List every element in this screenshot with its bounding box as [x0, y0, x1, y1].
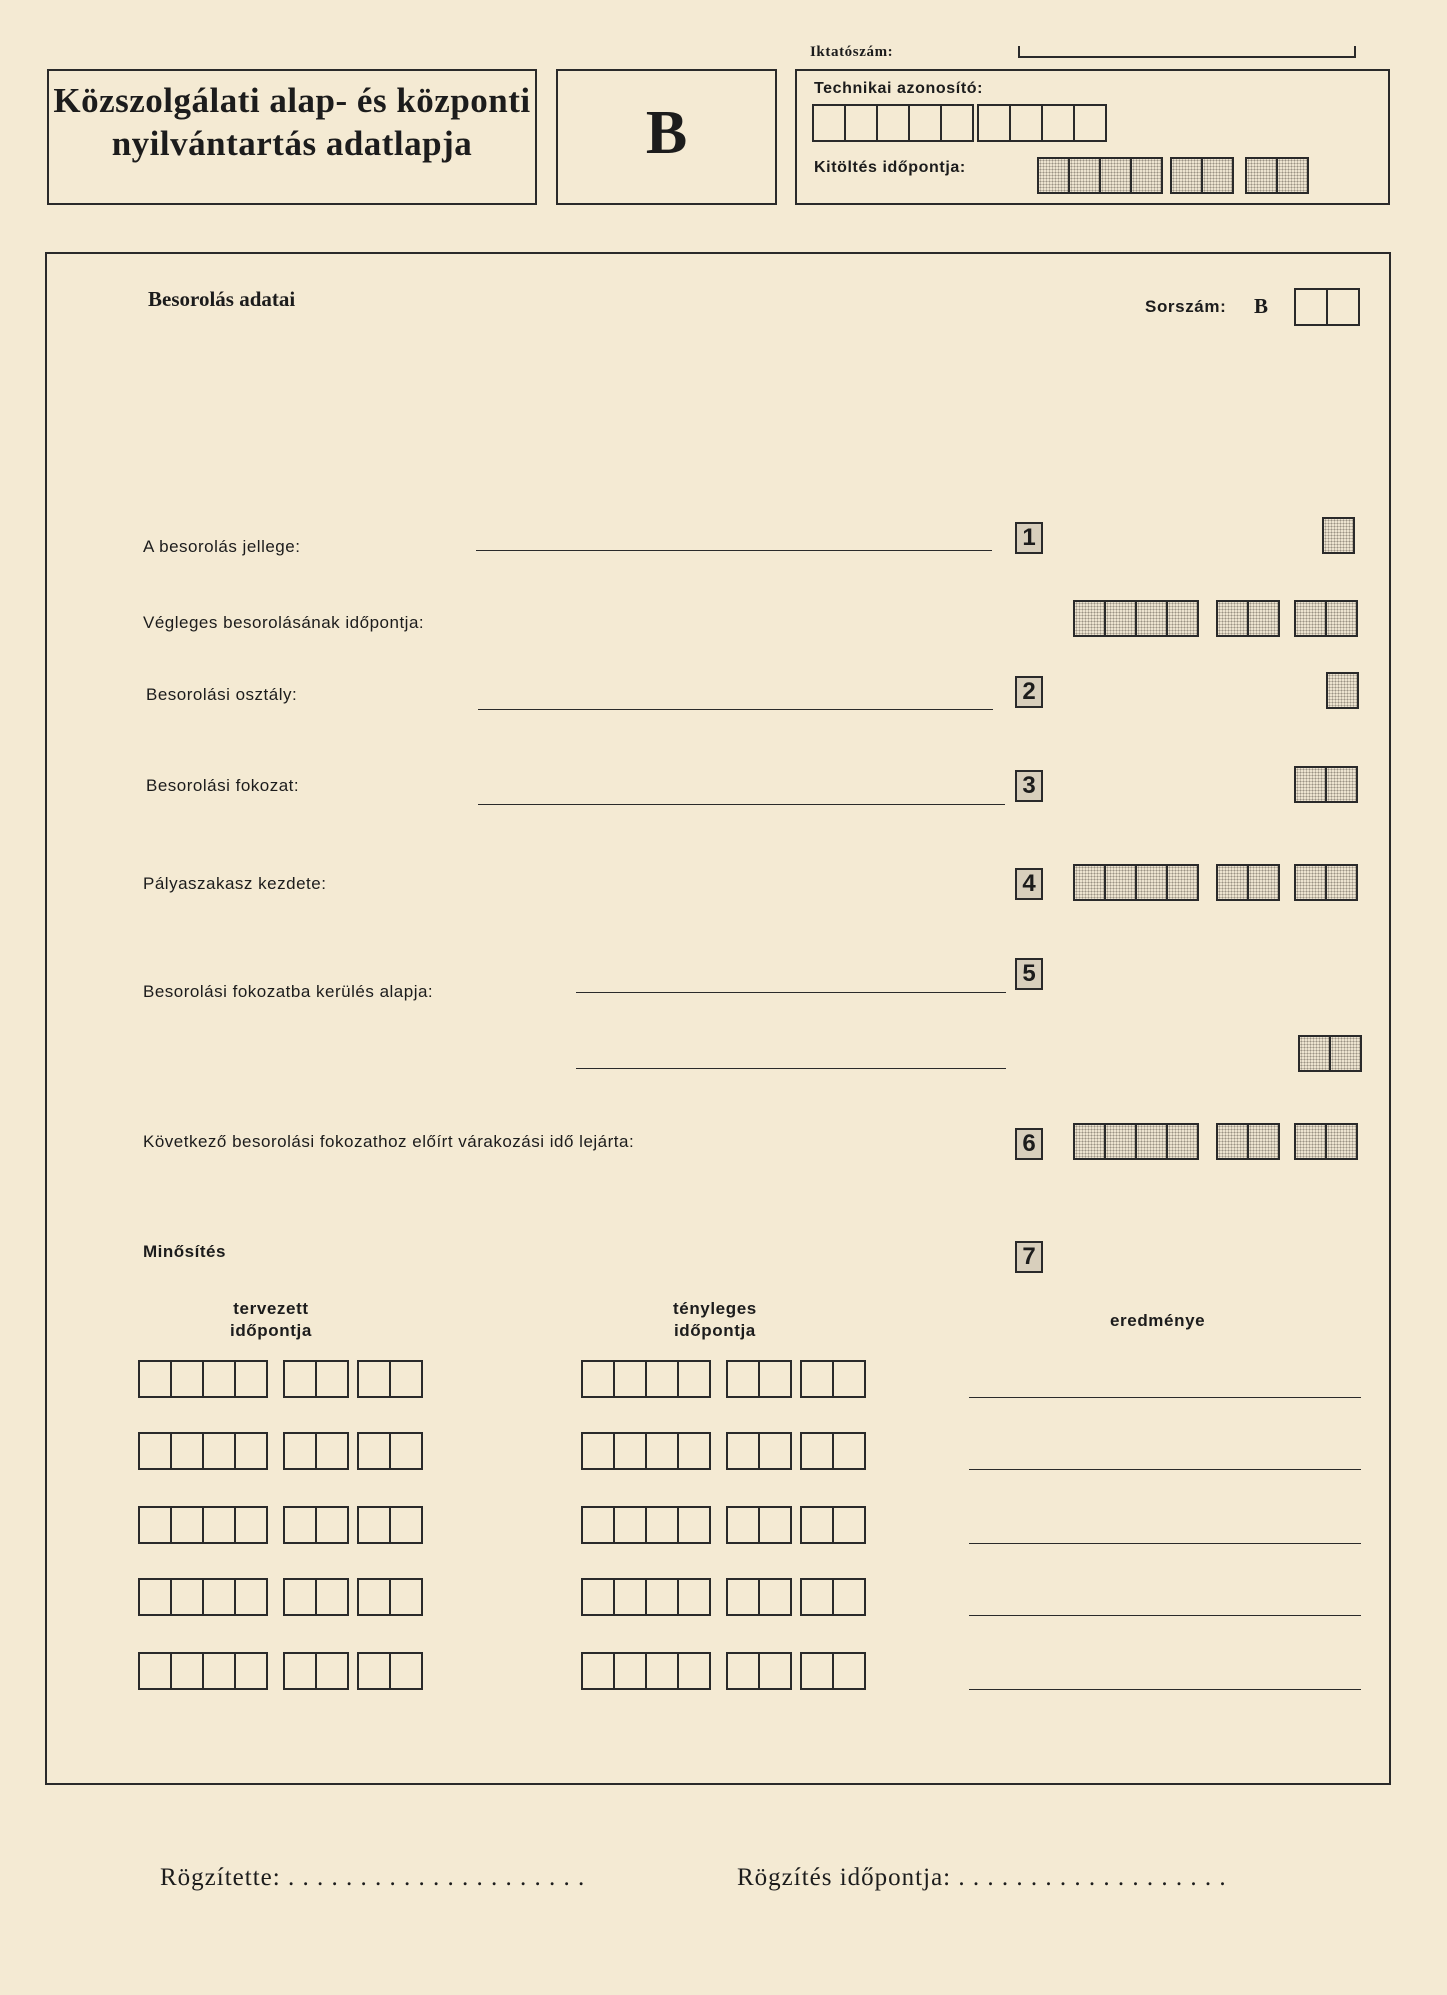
field-fokozat-label: Besorolási fokozat: [146, 776, 300, 795]
tenyleges-year-1[interactable] [581, 1360, 711, 1398]
col-tervezett-header: tervezett időpontja [230, 1299, 312, 1340]
tervezett-year-5[interactable] [138, 1652, 268, 1690]
tenyleges-month-2[interactable] [726, 1432, 792, 1470]
tenyleges-month-3[interactable] [726, 1506, 792, 1544]
tenyleges-year-4[interactable] [581, 1578, 711, 1616]
tenyleges-day-2[interactable] [800, 1432, 866, 1470]
tenyleges-day-3[interactable] [800, 1506, 866, 1544]
form-letter-box [556, 69, 777, 205]
tenyleges-month-5[interactable] [726, 1652, 792, 1690]
tervezett-month-2[interactable] [283, 1432, 349, 1470]
tenyleges-year-2[interactable] [581, 1432, 711, 1470]
tenyleges-month-4[interactable] [726, 1578, 792, 1616]
field-fokozat-number: 3 [1015, 770, 1043, 802]
tervezett-year-3[interactable] [138, 1506, 268, 1544]
title-box [47, 69, 537, 205]
technical-box [795, 69, 1390, 205]
tenyleges-year-3[interactable] [581, 1506, 711, 1544]
rogzites-idopontja[interactable]: Rögzítés időpontja: . . . . . . . . . . . . . . . . . . . [737, 1864, 1227, 1891]
field-alapja-label: Besorolási fokozatba kerülés alapja: [143, 982, 434, 1001]
eredmenye-line-2[interactable] [969, 1469, 1361, 1470]
tenyleges-year-5[interactable] [581, 1652, 711, 1690]
tervezett-day-2[interactable] [357, 1432, 423, 1470]
tech-id-label: Technikai azonosító: [814, 80, 984, 97]
iktatoszam-label: Iktatószám: [810, 44, 894, 60]
col-tenyleges-header: tényleges időpontja [673, 1299, 757, 1340]
field-alapja-number: 5 [1015, 958, 1043, 990]
field-minosites-number: 7 [1015, 1241, 1043, 1273]
tervezett-year-4[interactable] [138, 1578, 268, 1616]
tenyleges-day-5[interactable] [800, 1652, 866, 1690]
field-jellege-box[interactable] [1322, 517, 1355, 554]
tervezett-day-4[interactable] [357, 1578, 423, 1616]
field-palya-number: 4 [1015, 868, 1043, 900]
field-fokozat-line[interactable] [478, 804, 1005, 805]
tervezett-day-5[interactable] [357, 1652, 423, 1690]
eredmenye-line-5[interactable] [969, 1689, 1361, 1690]
field-kovetkezo-number: 6 [1015, 1128, 1043, 1160]
form-letter: B [645, 99, 688, 167]
field-palya-year[interactable] [1073, 864, 1199, 901]
field-minosites-label: Minősítés [143, 1242, 226, 1261]
tervezett-month-5[interactable] [283, 1652, 349, 1690]
field-vegleges-year[interactable] [1073, 600, 1199, 637]
tenyleges-day-1[interactable] [800, 1360, 866, 1398]
sorszam-boxes[interactable] [1294, 288, 1360, 326]
tervezett-year-1[interactable] [138, 1360, 268, 1398]
field-palya-month[interactable] [1216, 864, 1280, 901]
rogzitette[interactable]: Rögzítette: . . . . . . . . . . . . . . . . . . . . . [160, 1864, 586, 1891]
field-jellege-label: A besorolás jellege: [143, 537, 301, 556]
tervezett-month-4[interactable] [283, 1578, 349, 1616]
field-osztaly-box[interactable] [1326, 672, 1359, 709]
tech-id-group-2[interactable] [977, 104, 1107, 142]
tervezett-day-3[interactable] [357, 1506, 423, 1544]
eredmenye-line-3[interactable] [969, 1543, 1361, 1544]
field-alapja-boxes[interactable] [1298, 1035, 1362, 1072]
tenyleges-month-1[interactable] [726, 1360, 792, 1398]
field-osztaly-label: Besorolási osztály: [146, 685, 298, 704]
eredmenye-line-1[interactable] [969, 1397, 1361, 1398]
tervezett-month-3[interactable] [283, 1506, 349, 1544]
field-palya-label: Pályaszakasz kezdete: [143, 874, 327, 893]
eredmenye-line-4[interactable] [969, 1615, 1361, 1616]
field-vegleges-month[interactable] [1216, 600, 1280, 637]
main-form-frame [45, 252, 1391, 1785]
fill-date-day[interactable] [1245, 157, 1309, 194]
tervezett-day-1[interactable] [357, 1360, 423, 1398]
fill-date-label: Kitöltés időpontja: [814, 159, 966, 176]
field-osztaly-line[interactable] [478, 709, 993, 710]
field-vegleges-label: Végleges besorolásának időpontja: [143, 613, 425, 632]
section-title: Besorolás adatai [148, 287, 296, 311]
field-fokozat-boxes[interactable] [1294, 766, 1358, 803]
sorszam-label: Sorszám: [1145, 297, 1227, 316]
tervezett-year-2[interactable] [138, 1432, 268, 1470]
fill-date-year[interactable] [1037, 157, 1163, 194]
field-alapja-line-1[interactable] [576, 992, 1006, 993]
sorszam-letter: B [1254, 294, 1269, 318]
field-jellege-line[interactable] [476, 550, 992, 551]
tech-id-group-1[interactable] [812, 104, 974, 142]
field-kovetkezo-month[interactable] [1216, 1123, 1280, 1160]
field-kovetkezo-day[interactable] [1294, 1123, 1358, 1160]
field-palya-day[interactable] [1294, 864, 1358, 901]
field-vegleges-day[interactable] [1294, 600, 1358, 637]
field-osztaly-number: 2 [1015, 676, 1043, 708]
iktatoszam-field[interactable] [1018, 46, 1356, 58]
field-jellege-number: 1 [1015, 522, 1043, 554]
col-eredmenye-header: eredménye [1110, 1311, 1206, 1330]
field-alapja-line-2[interactable] [576, 1068, 1006, 1069]
field-kovetkezo-year[interactable] [1073, 1123, 1199, 1160]
tervezett-month-1[interactable] [283, 1360, 349, 1398]
field-kovetkezo-label: Következő besorolási fokozathoz előírt várakozási idő lejárta: [143, 1132, 635, 1151]
form-title: Közszolgálati alap- és központi nyilvántartás adatlapja [53, 81, 531, 163]
tenyleges-day-4[interactable] [800, 1578, 866, 1616]
fill-date-month[interactable] [1170, 157, 1234, 194]
